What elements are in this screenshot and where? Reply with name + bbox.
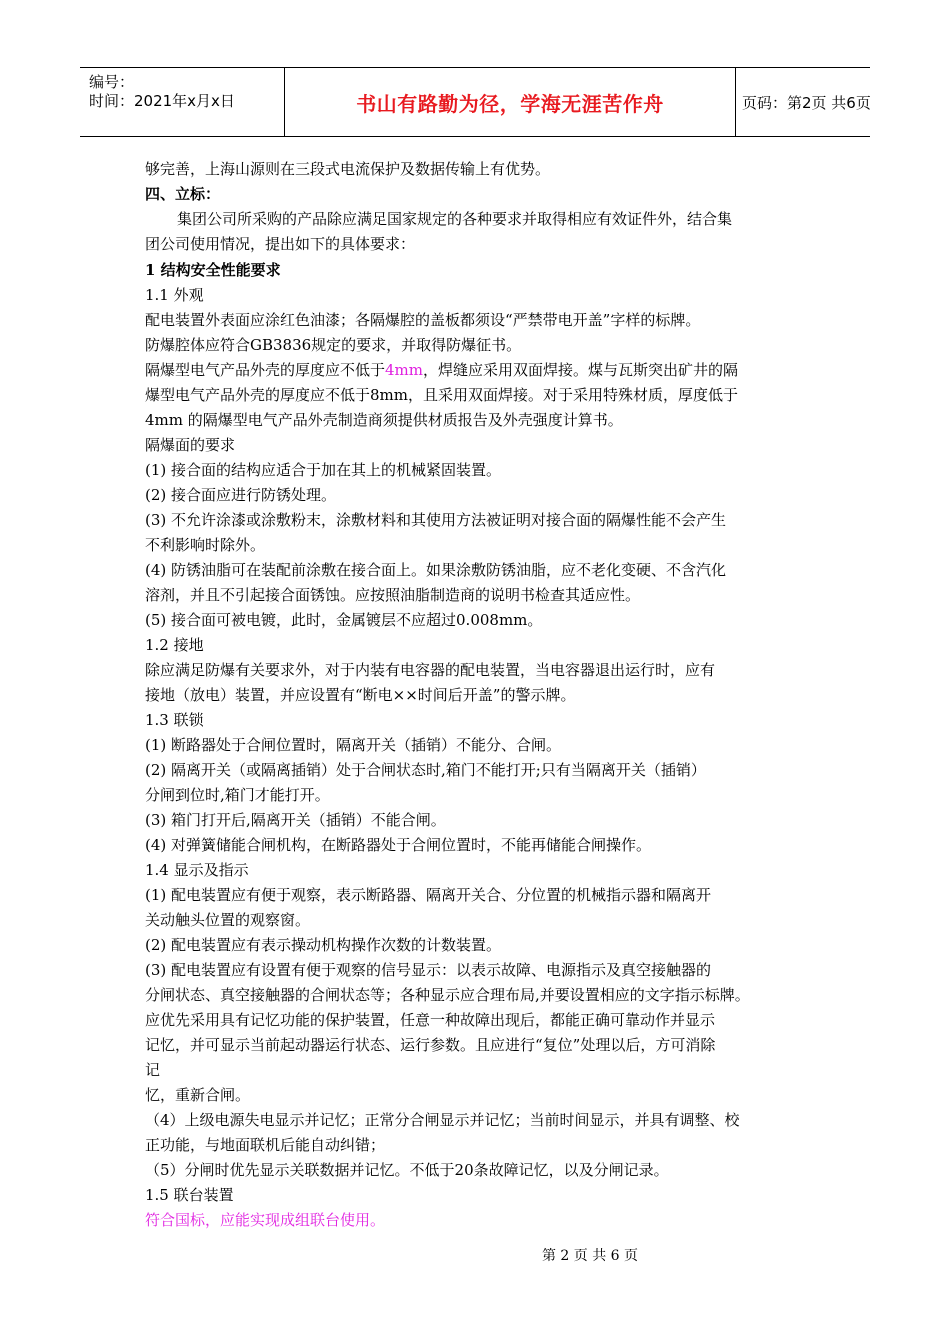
paragraph-line: 配电装置外表面应涂红色油漆；各隔爆腔的盖板都须设“严禁带电开盖”字样的标牌。 [145,311,701,329]
list-item: (2) 配电装置应有表示操动机构操作次数的计数装置。 [145,936,502,954]
paragraph-line [145,361,738,379]
header-info-cell [80,68,285,136]
paragraph-line: 够完善，上海山源则在三段式电流保护及数据传输上有优势。 [145,160,551,178]
subsection-title: 1.4 显示及指示 [145,861,249,879]
paragraph-line: 记忆，并可显示当前起动器运行状态、运行参数。且应进行“复位”处理以后，方可消除 [145,1036,716,1054]
document-number-label: 编号： [89,73,135,91]
header-motto-cell [285,68,736,136]
page-footer: 第 2 页 共 6 页 [541,1248,639,1264]
paragraph-line: 应优先采用具有记忆功能的保护装置，任意一种故障出现后，都能正确可靠动作并显示 [145,1011,716,1029]
paragraph-line: 集团公司所采购的产品除应满足国家规定的各种要求并取得相应有效证件外，结合集 [177,210,733,228]
subsection-title: 1.1 外观 [145,286,204,304]
header-motto: 书山有路勤为径，学海无涯苦作舟 [356,91,664,116]
list-item: (1) 配电装置应有便于观察，表示断路器、隔离开关合、分位置的机械指示器和隔离开 [145,886,712,904]
list-item: (5) 接合面可被电镀，此时，金属镀层不应超过0.008mm。 [145,611,543,629]
list-item: (3) 不允许涂漆或涂敷粉末，涂敷材料和其使用方法被证明对接合面的隔爆性能不会产生 [145,511,727,529]
list-item: (1) 断路器处于合闸位置时，隔离开关（插销）不能分、合闸。 [145,736,562,754]
paragraph-line: 关动触头位置的观察窗。 [145,911,311,929]
document-header [80,67,870,137]
paragraph-line: 溶剂，并且不引起接合面锈蚀。应按照油脂制造商的说明书检查其适应性。 [145,586,641,604]
paragraph-line: 分闸状态、真空接触器的合闸状态等；各种显示应合理布局,并要设置相应的文字指示标牌。 [145,986,750,1004]
list-item: (2) 隔离开关（或隔离插销）处于合闸状态时,箱门不能打开;只有当隔离开关（插销） [145,761,706,779]
paragraph-line: 除应满足防爆有关要求外，对于内装有电容器的配电装置，当电容器退出运行时，应有 [145,661,716,679]
paragraph-line: 分闸到位时,箱门才能打开。 [145,786,330,804]
paragraph-line: 隔爆面的要求 [145,436,236,454]
paragraph-line: 防爆腔体应符合GB3836规定的要求，并取得防爆征书。 [145,336,522,354]
subsection-title: 1.2 接地 [145,636,204,654]
list-item: （5）分闸时优先显示关联数据并记忆。不低于20条故障记忆，以及分闸记录。 [145,1161,669,1179]
highlighted-value: 4mm [385,361,424,379]
paragraph-line: 忆，重新合闸。 [145,1086,251,1104]
section-heading: 四、立标： [145,185,221,203]
subsection-heading: 1 结构安全性能要求 [145,261,281,279]
paragraph-line: 正功能，与地面联机后能自动纠错； [145,1136,386,1154]
paragraph-line: 4mm 的隔爆型电气产品外壳制造商须提供材质报告及外壳强度计算书。 [145,411,623,429]
list-item: (3) 箱门打开后,隔离开关（插销）不能合闸。 [145,811,446,829]
text-segment: 隔爆型电气产品外壳的厚度应不低于 [145,361,386,379]
list-item: (4) 防锈油脂可在装配前涂敷在接合面上。如果涂敷防锈油脂，应不老化变硬、不含汽化 [145,561,727,579]
paragraph-line: 团公司使用情况，提出如下的具体要求： [145,235,416,253]
header-page-cell [736,68,870,136]
header-page-code: 页码：第2页 共6页 [742,93,871,112]
paragraph-line: 接地（放电）装置，并应设置有“断电××时间后开盖”的警示牌。 [145,686,576,704]
paragraph-line: 不利影响时除外。 [145,536,266,554]
list-item: (2) 接合面应进行防锈处理。 [145,486,337,504]
subsection-title: 1.5 联台装置 [145,1186,234,1204]
paragraph-line: 爆型电气产品外壳的厚度应不低于8mm，且采用双面焊接。对于采用特殊材质，厚度低于 [145,386,738,404]
text-segment: ，焊缝应采用双面焊接。煤与瓦斯突出矿井的隔 [423,361,739,379]
list-item: (4) 对弹簧储能合闸机构，在断路器处于合闸位置时，不能再储能合闸操作。 [145,836,652,854]
paragraph-line: 记 [145,1061,161,1079]
document-date: 时间：2021年x月x日 [89,92,235,110]
list-item: (1) 接合面的结构应适合于加在其上的机械紧固装置。 [145,461,502,479]
list-item: (3) 配电装置应有设置有便于观察的信号显示：以表示故障、电源指示及真空接触器的 [145,961,712,979]
list-item: （4）上级电源失电显示并记忆；正常分合闸显示并记忆；当前时间显示，并具有调整、校 [145,1111,740,1129]
highlighted-paragraph: 符合国标，应能实现成组联台使用。 [145,1211,386,1229]
subsection-title: 1.3 联锁 [145,711,204,729]
